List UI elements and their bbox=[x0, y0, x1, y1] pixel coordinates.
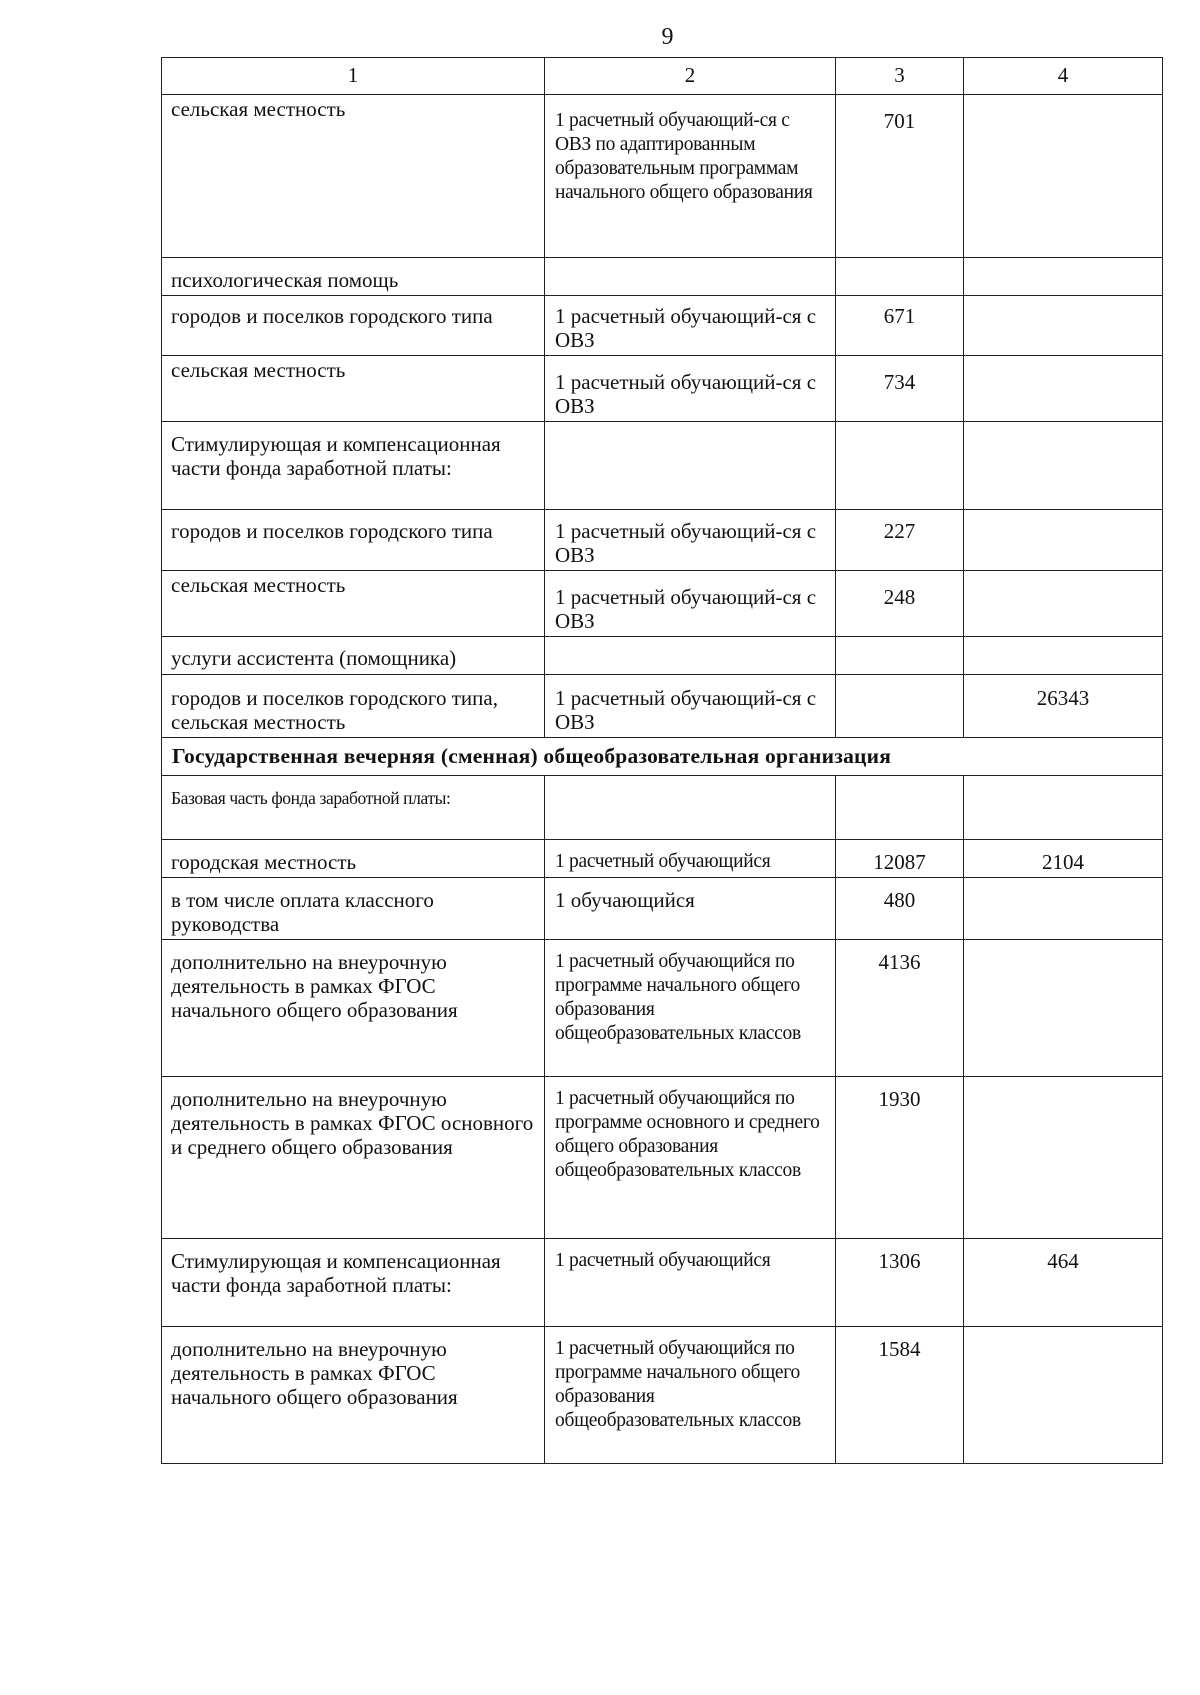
row-label: городов и поселков городского типа bbox=[162, 296, 545, 356]
value-cell: 227 bbox=[836, 510, 964, 571]
value-cell bbox=[836, 637, 964, 675]
unit-cell: 1 расчетный обучающий-ся с ОВЗ bbox=[545, 510, 836, 571]
value-cell bbox=[964, 422, 1163, 510]
value-cell: 1930 bbox=[836, 1077, 964, 1239]
unit-text: 1 расчетный обучающий-ся с ОВЗ по адаптированным образовательным программам начального общего образования bbox=[555, 110, 813, 203]
unit-cell: 1 расчетный обучающийся по программе основного и среднего общего образования общеобразовательных классов bbox=[545, 1077, 836, 1239]
unit-cell: 1 расчетный обучающийся по программе начального общего образования общеобразовательных классов bbox=[545, 1327, 836, 1464]
unit-cell bbox=[545, 776, 836, 840]
unit-cell: 1 расчетный обучающий-ся с ОВЗ bbox=[545, 571, 836, 637]
row-label: дополнительно на внеурочную деятельность в рамках ФГОС основного и среднего общего образования bbox=[162, 1077, 545, 1239]
unit-cell: 1 расчетный обучающий-ся с ОВЗ bbox=[545, 296, 836, 356]
value-cell: 1584 bbox=[836, 1327, 964, 1464]
value-cell: 701 bbox=[836, 95, 964, 258]
row-label: городов и поселков городского типа, сельская местность bbox=[162, 675, 545, 738]
table-row bbox=[162, 95, 1163, 258]
table-row bbox=[162, 571, 1163, 637]
value-cell: 12087 bbox=[836, 840, 964, 878]
funding-table bbox=[161, 57, 1163, 1464]
value-cell bbox=[964, 258, 1163, 296]
unit-cell: 1 обучающийся bbox=[545, 878, 836, 940]
value-cell bbox=[836, 422, 964, 510]
row-label: Стимулирующая и компенсационная части фонда заработной платы: bbox=[162, 1239, 545, 1327]
table-row bbox=[162, 1239, 1163, 1327]
unit-cell bbox=[545, 258, 836, 296]
row-label: городская местность bbox=[162, 840, 545, 878]
section-row bbox=[162, 738, 1163, 776]
table-row bbox=[162, 1327, 1163, 1464]
value-cell bbox=[836, 258, 964, 296]
value-cell: 4136 bbox=[836, 940, 964, 1077]
row-label: сельская местность bbox=[162, 571, 545, 637]
page-number: 9 bbox=[661, 24, 674, 50]
table-row bbox=[162, 675, 1163, 738]
table-row bbox=[162, 776, 1163, 840]
value-cell bbox=[964, 356, 1163, 422]
row-label: дополнительно на внеурочную деятельность в рамках ФГОС начального общего образования bbox=[162, 940, 545, 1077]
value-cell: 464 bbox=[964, 1239, 1163, 1327]
unit-cell: 1 расчетный обучающий-ся с ОВЗ bbox=[545, 675, 836, 738]
column-number-row bbox=[162, 58, 1163, 95]
row-label: в том числе оплата классного руководства bbox=[162, 878, 545, 940]
value-cell bbox=[964, 878, 1163, 940]
value-cell bbox=[964, 95, 1163, 258]
row-label: сельская местность bbox=[162, 95, 545, 258]
value-cell bbox=[964, 1327, 1163, 1464]
table-row bbox=[162, 296, 1163, 356]
value-cell: 480 bbox=[836, 878, 964, 940]
row-label: Стимулирующая и компенсационная части фонда заработной платы: bbox=[162, 422, 545, 510]
table-row bbox=[162, 840, 1163, 878]
value-cell: 1306 bbox=[836, 1239, 964, 1327]
table-row bbox=[162, 258, 1163, 296]
value-cell: 2104 bbox=[964, 840, 1163, 878]
section-title: Государственная вечерняя (сменная) общеобразовательная организация bbox=[162, 738, 1163, 776]
value-cell bbox=[964, 510, 1163, 571]
unit-cell: 1 расчетный обучающийся bbox=[545, 1239, 836, 1327]
value-cell: 26343 bbox=[964, 675, 1163, 738]
table-row bbox=[162, 878, 1163, 940]
column-header: 3 bbox=[836, 58, 964, 95]
column-header: 2 bbox=[545, 58, 836, 95]
value-cell bbox=[964, 296, 1163, 356]
row-label: услуги ассистента (помощника) bbox=[162, 637, 545, 675]
table-row bbox=[162, 940, 1163, 1077]
column-header: 4 bbox=[964, 58, 1163, 95]
value-cell bbox=[836, 675, 964, 738]
value-cell bbox=[964, 1077, 1163, 1239]
value-cell: 734 bbox=[836, 356, 964, 422]
value-cell bbox=[964, 940, 1163, 1077]
table-row bbox=[162, 510, 1163, 571]
table-row bbox=[162, 637, 1163, 675]
value-cell bbox=[836, 776, 964, 840]
unit-cell bbox=[545, 422, 836, 510]
value-cell: 248 bbox=[836, 571, 964, 637]
row-label: психологическая помощь bbox=[162, 258, 545, 296]
unit-cell: 1 расчетный обучающийся по программе начального общего образования общеобразовательных классов bbox=[545, 940, 836, 1077]
unit-cell bbox=[545, 637, 836, 675]
table-row bbox=[162, 356, 1163, 422]
row-label: сельская местность bbox=[162, 356, 545, 422]
value-cell bbox=[964, 571, 1163, 637]
table-row bbox=[162, 1077, 1163, 1239]
unit-cell: 1 расчетный обучающийся bbox=[545, 840, 836, 878]
column-header: 1 bbox=[162, 58, 545, 95]
row-label: Базовая часть фонда заработной платы: bbox=[162, 776, 545, 840]
unit-cell: 1 расчетный обучающий-ся с ОВЗ bbox=[545, 356, 836, 422]
value-cell bbox=[964, 776, 1163, 840]
value-cell bbox=[964, 637, 1163, 675]
unit-cell bbox=[545, 95, 836, 258]
table-row bbox=[162, 422, 1163, 510]
value-cell: 671 bbox=[836, 296, 964, 356]
row-label: дополнительно на внеурочную деятельность в рамках ФГОС начального общего образования bbox=[162, 1327, 545, 1464]
row-label: городов и поселков городского типа bbox=[162, 510, 545, 571]
